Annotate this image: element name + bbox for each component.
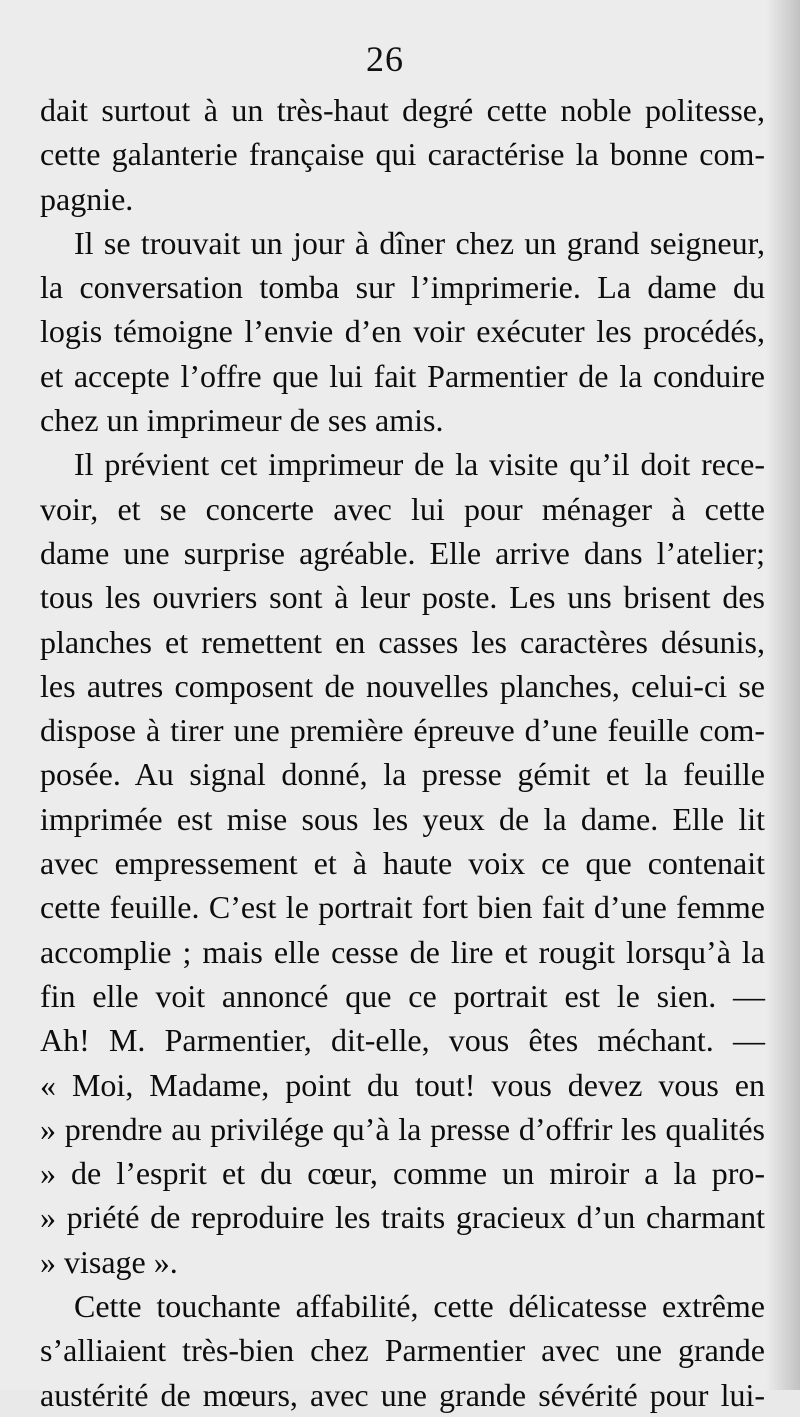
text-line: avec empressement et à haute voix ce que contenait — [40, 845, 765, 882]
text-line: » prendre au privilége qu’à la presse d’offrir les qualités — [40, 1110, 765, 1147]
text-line: cette feuille. C’est le portrait fort bien fait d’une femme — [40, 889, 765, 926]
page-edge-shadow — [766, 0, 800, 1390]
text-line: planches et remettent en casses les caractères désunis, — [40, 623, 765, 660]
text-line: posée. Au signal donné, la presse gémit et la feuille — [40, 756, 765, 793]
text-line: chez un imprimeur de ses amis. — [40, 402, 444, 439]
text-line: imprimée est mise sous les yeux de la dame. Elle lit — [40, 800, 765, 837]
text-line: » de l’esprit et du cœur, comme un miroir a la pro- — [40, 1155, 765, 1192]
text-line: pagnie. — [40, 180, 134, 217]
text-line: la conversation tomba sur l’imprimerie. La dame du — [40, 269, 765, 306]
page-number: 26 — [366, 39, 404, 79]
text-line: fin elle voit annoncé que ce portrait est le sien. — — [40, 977, 765, 1014]
text-line: s’alliaient très-bien chez Parmentier avec une grande — [40, 1332, 765, 1369]
text-line: Il se trouvait un jour à dîner chez un grand seigneur, — [74, 224, 765, 261]
text-line: dait surtout à un très-haut degré cette noble politesse, — [40, 92, 765, 128]
text-line: accomplie ; mais elle cesse de lire et rougit lorsqu’à la — [40, 933, 765, 970]
text-line: dame une surprise agréable. Elle arrive dans l’atelier; — [40, 534, 765, 571]
text-line: Il prévient cet imprimeur de la visite qu’il doit rece- — [74, 446, 765, 483]
text-line: tous les ouvriers sont à leur poste. Les uns brisent des — [40, 579, 765, 616]
text-line: voir, et se concerte avec lui pour ménager à cette — [40, 490, 765, 527]
text-line: dispose à tirer une première épreuve d’une feuille com- — [40, 712, 765, 749]
text-line: austérité de mœurs, avec une grande sévérité pour lui- — [40, 1376, 765, 1413]
text-line: les autres composent de nouvelles planches, celui-ci se — [40, 667, 765, 704]
text-line: » visage ». — [40, 1243, 178, 1280]
text-line: Ah! M. Parmentier, dit-elle, vous êtes méchant. — — [40, 1022, 765, 1059]
body-text — [40, 88, 765, 1417]
text-line: » priété de reproduire les traits gracieux d’un charmant — [40, 1199, 765, 1236]
text-line: Cette touchante affabilité, cette délicatesse extrême — [74, 1288, 765, 1325]
text-line: cette galanterie française qui caractérise la bonne com- — [40, 136, 765, 173]
text-line: « Moi, Madame, point du tout! vous devez vous en — [40, 1066, 765, 1103]
text-line: logis témoigne l’envie d’en voir exécuter les procédés, — [40, 313, 765, 350]
text-line: et accepte l’offre que lui fait Parmentier de la conduire — [40, 357, 765, 394]
